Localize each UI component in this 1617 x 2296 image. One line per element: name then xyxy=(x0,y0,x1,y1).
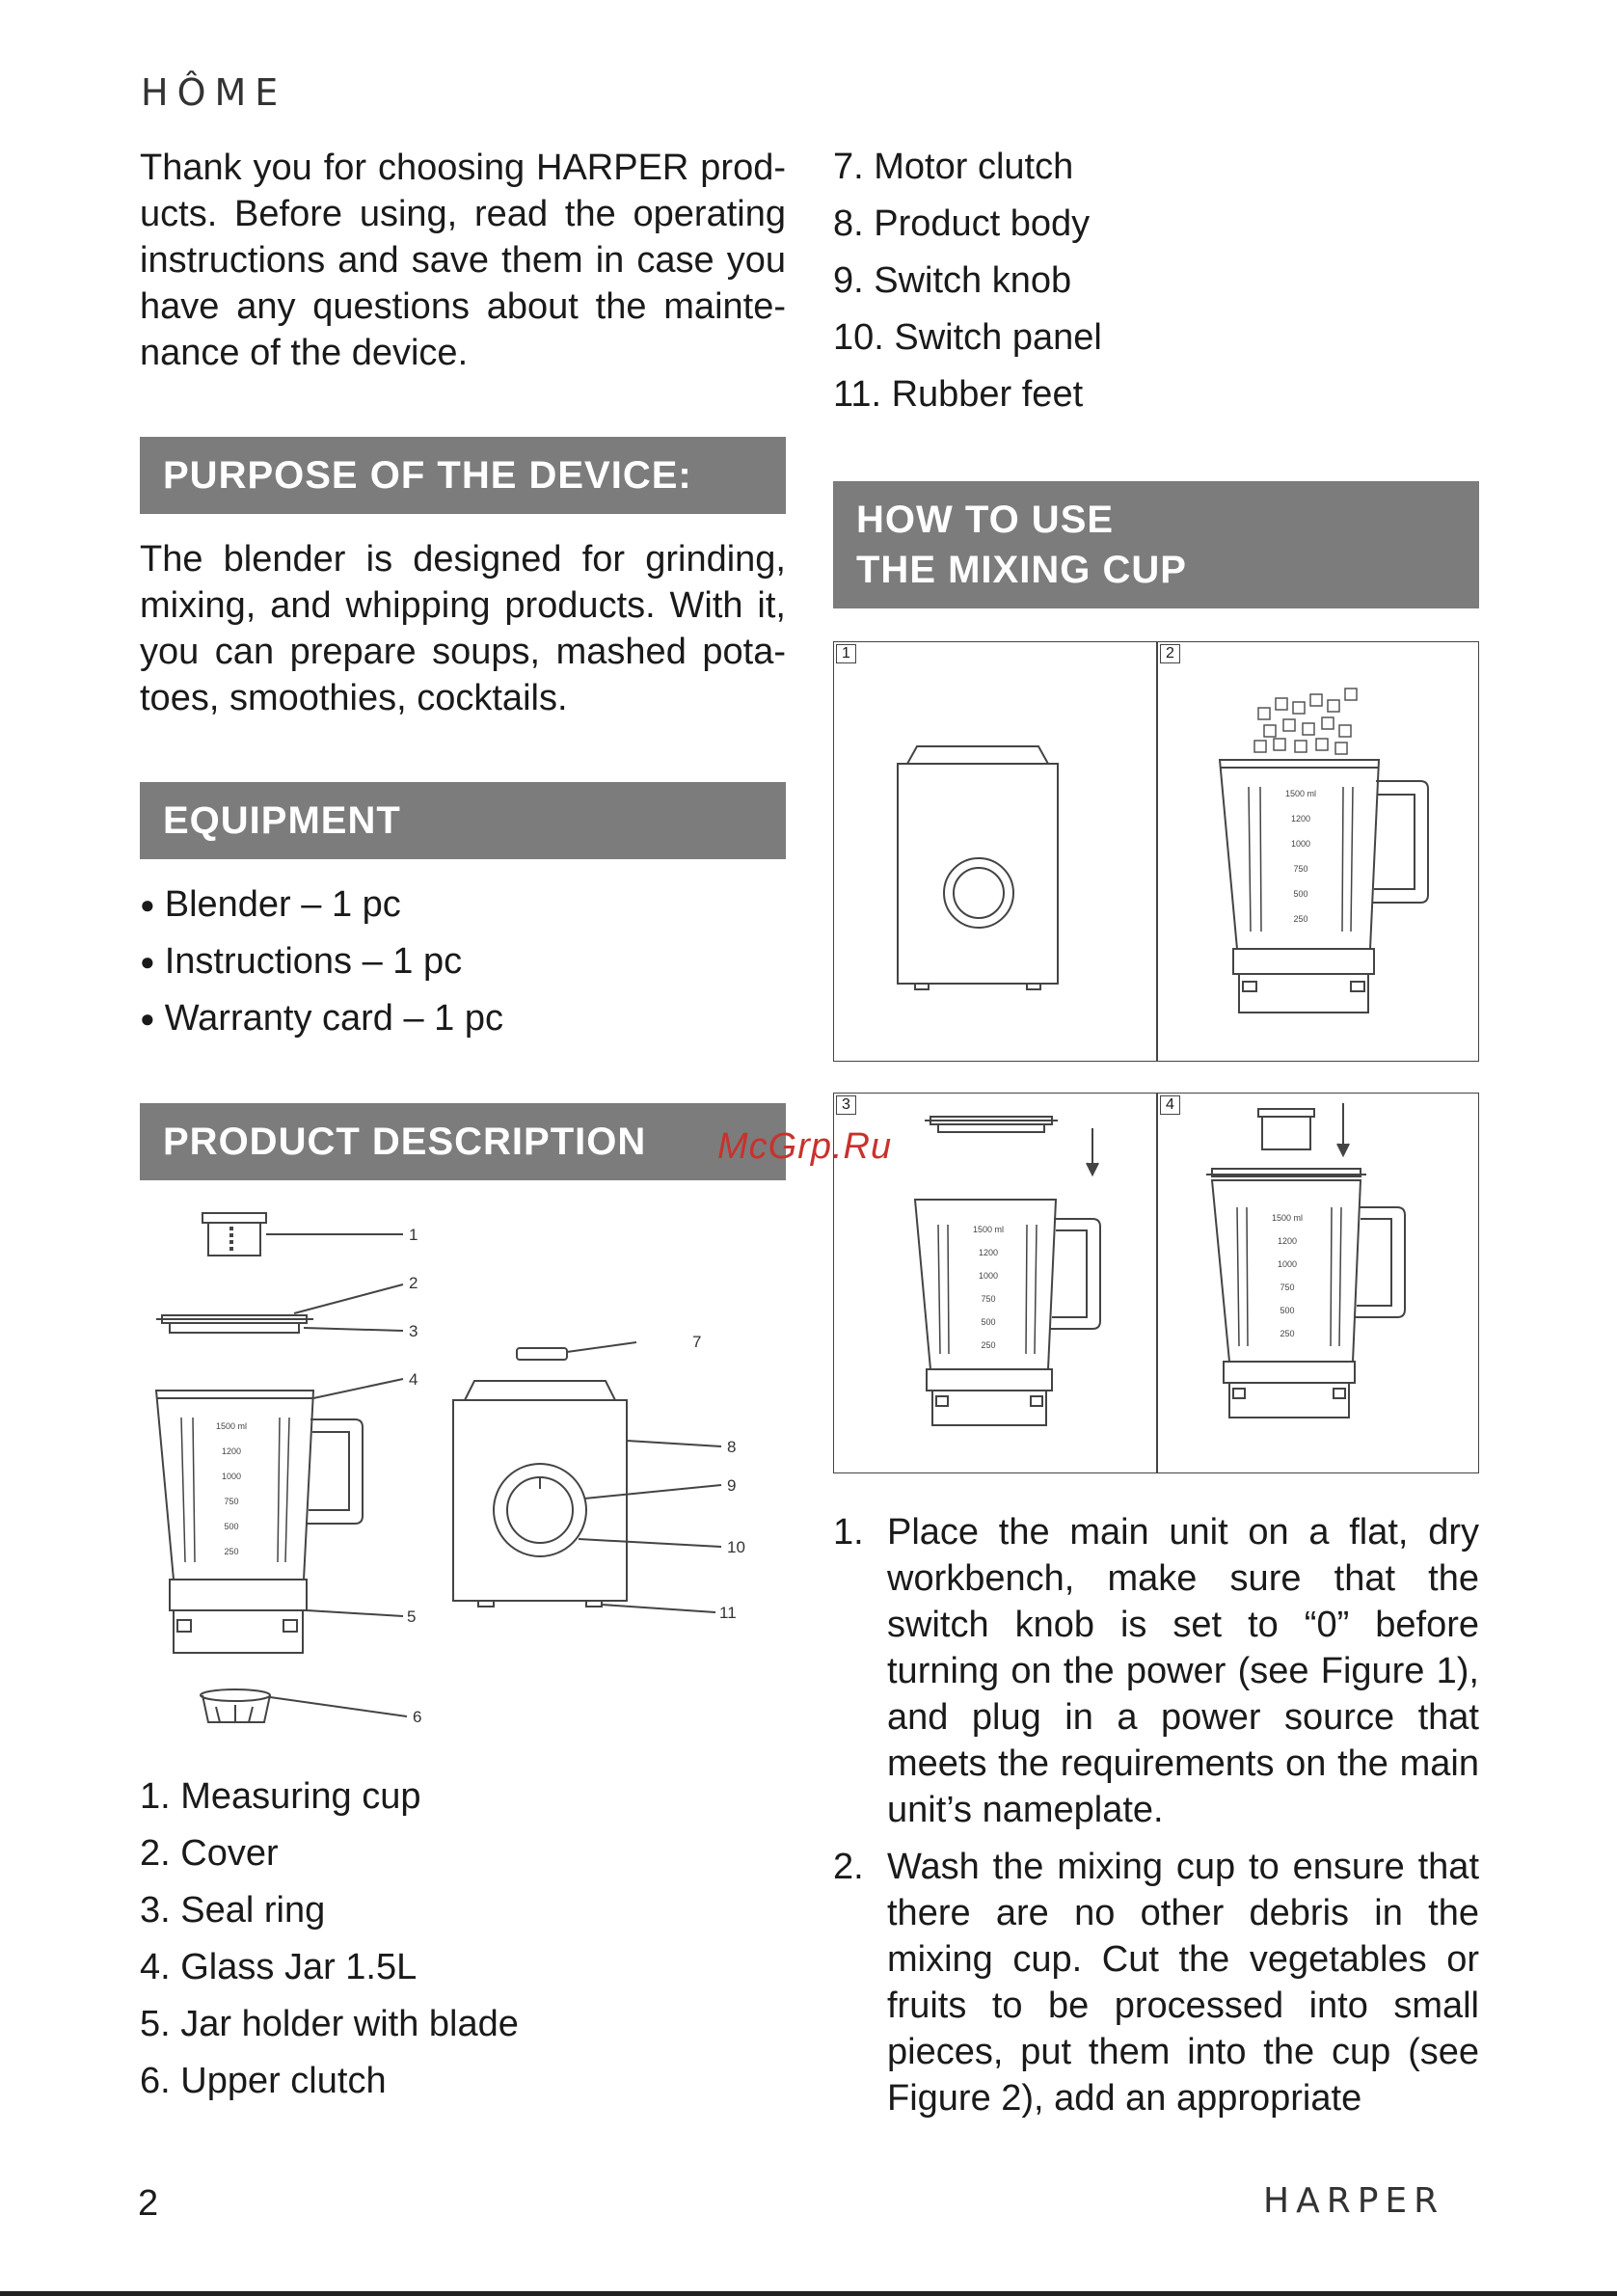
measuring-cup-drawing xyxy=(202,1213,266,1256)
instruction-steps xyxy=(833,1509,1479,2132)
diagram-label: 2 xyxy=(409,1274,418,1292)
list-item: ● Blender – 1 pc xyxy=(140,877,786,933)
figure-row-1 xyxy=(833,641,1479,1062)
list-item: 11. Rubber feet xyxy=(833,374,1084,415)
list-item: 4. Glass Jar 1.5L xyxy=(140,1947,418,1987)
diagram-label: 6 xyxy=(413,1708,422,1726)
diagram-label: 8 xyxy=(727,1438,737,1456)
figure-number: 3 xyxy=(836,1095,856,1115)
motor-clutch-drawing xyxy=(517,1348,567,1360)
diagram-label: 9 xyxy=(727,1476,737,1495)
jar-scale-label: 750 xyxy=(981,1294,996,1304)
section-title: EQUIPMENT xyxy=(163,798,401,842)
list-item: 3. Seal ring xyxy=(140,1890,326,1931)
jar-scale-label: 1200 xyxy=(978,1248,999,1257)
figure-number: 2 xyxy=(1160,644,1180,663)
step-text: Wash the mixing cup to ensure that there are no other debris in the mixing cup. Cut the vegetables or fruits to be processed into small pieces, put them into the cup (see Figure 2), add an appropriate xyxy=(887,1847,1479,2119)
jar-scale-label: 500 xyxy=(981,1317,996,1327)
intro-paragraph: Thank you for choosing HARPER products. Before using, read the operating instructions and save them in case you have any questions about the maintenance of the device. xyxy=(140,148,786,373)
section-equipment xyxy=(140,782,786,859)
diagram-label: 4 xyxy=(409,1370,418,1389)
jar-scale-label: 1500 ml xyxy=(972,1225,1005,1234)
harper-logo: HARPER xyxy=(1263,2181,1445,2221)
bottom-border xyxy=(0,2291,1617,2296)
list-item: 5. Jar holder with blade xyxy=(140,2004,519,2044)
section-title-line1: HOW TO USE xyxy=(856,499,1115,541)
section-title-line2: THE MIXING CUP xyxy=(856,549,1187,591)
jar-scale-label: 500 xyxy=(1280,1306,1295,1315)
jar-scale-label: 1000 xyxy=(978,1271,999,1281)
diagram-label: 10 xyxy=(727,1538,745,1556)
diagram-label: 3 xyxy=(409,1322,418,1340)
figure-3-4-drawings xyxy=(834,1094,1478,1472)
list-item: 2. Cover xyxy=(140,1833,279,1874)
list-item: 10. Switch panel xyxy=(833,317,1102,358)
list-item xyxy=(833,1844,1479,2121)
figure-number: 4 xyxy=(1160,1095,1180,1115)
figure-number: 1 xyxy=(836,644,856,663)
jar-scale-label: 250 xyxy=(224,1547,239,1556)
list-item: 9. Switch knob xyxy=(833,260,1072,301)
jar-scale-label: 250 xyxy=(981,1340,996,1350)
jar-scale-label: 1500 ml xyxy=(215,1421,248,1431)
purpose-paragraph: The blender is designed for grinding, mixing, and whipping products. With it, you can prepare soups, mashed potatoes, smoothies, cocktails. xyxy=(140,539,786,718)
step-number: 2. xyxy=(833,1847,864,1887)
page-number: 2 xyxy=(138,2183,159,2224)
section-title: PRODUCT DESCRIPTION xyxy=(163,1120,647,1163)
list-item: ● Warranty card – 1 pc xyxy=(140,990,786,1047)
brand-logo: HÔME xyxy=(141,71,287,114)
list-item xyxy=(833,1509,1479,1833)
section-purpose xyxy=(140,437,786,514)
section-title: PURPOSE OF THE DEVICE: xyxy=(163,453,692,497)
motor-base-drawing xyxy=(453,1381,627,1607)
list-item: 8. Product body xyxy=(833,203,1091,244)
diagram-label: 1 xyxy=(409,1226,418,1244)
jar-scale-label: 1000 xyxy=(1277,1259,1298,1269)
step-text: Place the main unit on a flat, dry workbench, make sure that the switch knob is set to “0” before turning on the power (see Figure 1), and plug in a power source that meets the requirements on the main unit’s nameplate. xyxy=(887,1512,1479,1830)
step-number: 1. xyxy=(833,1512,864,1553)
equipment-list xyxy=(140,877,786,1047)
list-item: 7. Motor clutch xyxy=(833,147,1074,187)
diagram-label: 5 xyxy=(407,1607,417,1626)
parts-list xyxy=(140,1769,786,2110)
jar-scale-label: 1200 xyxy=(1290,814,1311,824)
glass-jar-drawing xyxy=(156,1391,363,1653)
product-diagram xyxy=(135,1196,771,1745)
jar-scale-label: 750 xyxy=(224,1497,239,1506)
jar-scale-label: 1500 ml xyxy=(1271,1213,1304,1223)
figure-1-2-drawings xyxy=(834,642,1478,1061)
jar-scale-label: 500 xyxy=(1293,889,1308,899)
jar-scale-label: 500 xyxy=(224,1522,239,1531)
jar-scale-label: 1200 xyxy=(221,1446,242,1456)
watermark: McGrp.Ru xyxy=(717,1126,893,1167)
jar-scale-label: 750 xyxy=(1293,864,1308,874)
jar-scale-label: 750 xyxy=(1280,1283,1295,1292)
figure-row-2 xyxy=(833,1093,1479,1473)
jar-scale-label: 1000 xyxy=(1290,839,1311,849)
jar-scale-label: 1500 ml xyxy=(1284,789,1317,798)
food-pieces-drawing xyxy=(1254,689,1357,754)
cover-drawing xyxy=(156,1315,313,1333)
jar-scale-label: 250 xyxy=(1280,1329,1295,1338)
parts-list-continued xyxy=(833,139,1479,423)
upper-clutch-drawing xyxy=(201,1689,270,1722)
jar-scale-label: 250 xyxy=(1293,914,1308,924)
list-item: 1. Measuring cup xyxy=(140,1776,421,1817)
section-mixing-cup xyxy=(833,481,1479,608)
section-product-description xyxy=(140,1103,786,1180)
jar-scale-label: 1200 xyxy=(1277,1236,1298,1246)
list-item: ● Instructions – 1 pc xyxy=(140,933,786,990)
list-item: 6. Upper clutch xyxy=(140,2061,387,2101)
jar-scale-label: 1000 xyxy=(221,1472,242,1481)
diagram-label: 11 xyxy=(719,1604,737,1622)
diagram-label: 7 xyxy=(692,1333,702,1351)
